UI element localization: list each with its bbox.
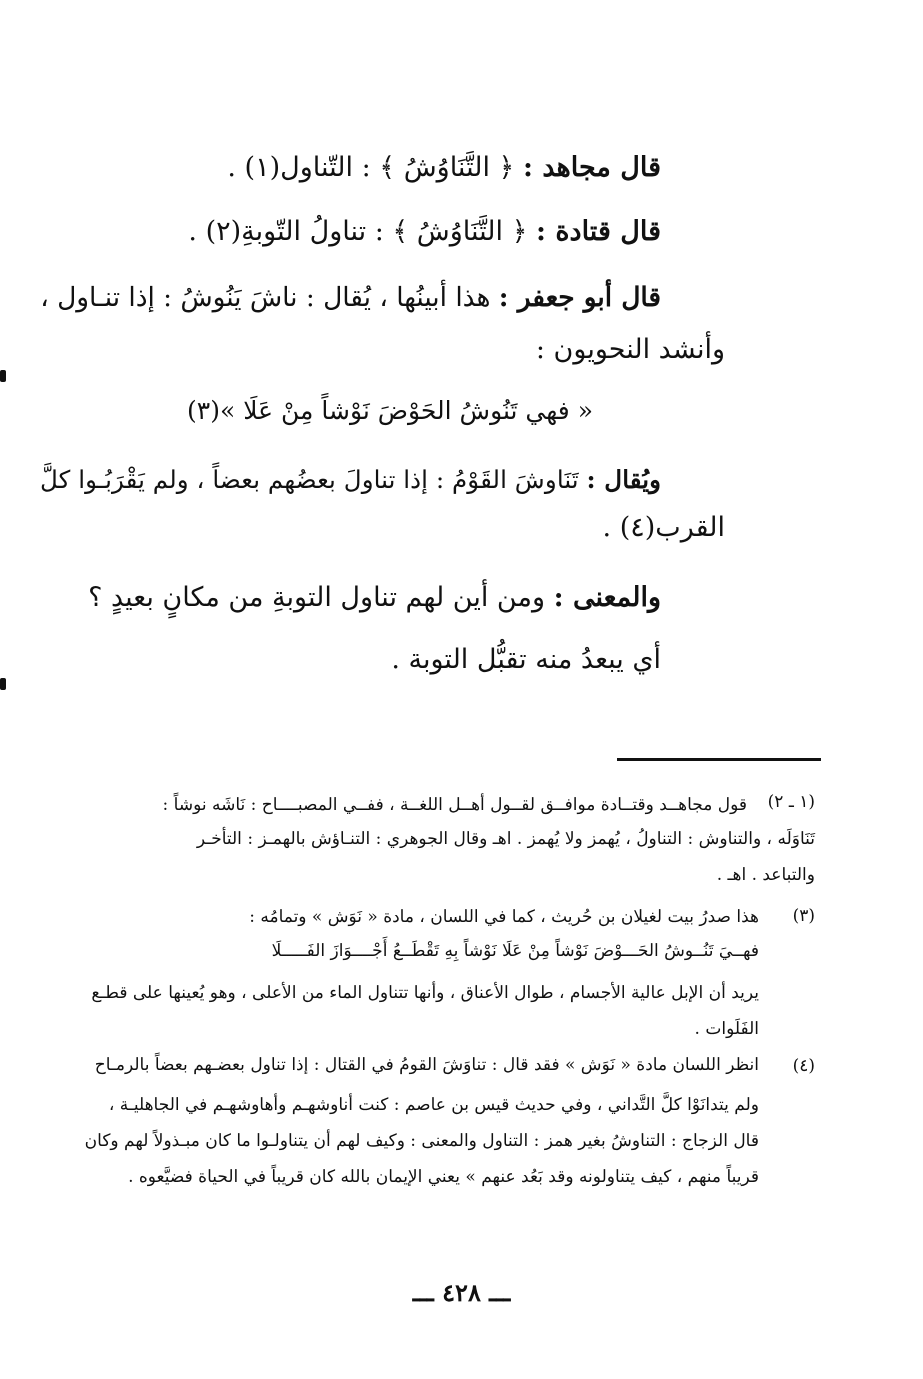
line-text: هذا أبينُها ، يُقال : ناشَ يَنُوشُ : إذا تنـاول ، <box>40 283 491 313</box>
footnote-4-line-3: قال الزجاج : التناوشُ بغير همز : التناول والمعنى : وكيف لهم أن يتناولـوا ما كان مبـذولاً لهم وكان <box>84 1131 759 1151</box>
speaker-label: قال مجاهد : <box>522 152 661 183</box>
scan-mark <box>0 678 6 690</box>
main-line-1 <box>227 148 661 188</box>
line-text: ﴿ التَّنَاوُشُ ﴾ : تناولُ التّوبةِ(٢) . <box>188 216 528 247</box>
main-line-7 <box>88 578 661 618</box>
main-line-5 <box>39 460 661 500</box>
line-text: تَنَاوشَ القَوْمُ : إذا تناولَ بعضُهم بعضاً ، ولم يَقْرَبُـوا كلَّ <box>39 465 579 494</box>
footnote-4-line-4: قريباً منهم ، كيف يتناولونه وقد بَعُد عنهم » يعني الإيمان بالله كان قريباً في الحياة فضيَّعوه . <box>128 1167 759 1187</box>
footnote-number-3: (٣) <box>792 906 815 926</box>
line-text: ﴿ التَّنَاوُشُ ﴾ : التّناول(١) . <box>227 152 515 183</box>
footnote-number-4: (٤) <box>792 1056 815 1076</box>
footnote-3-line-1: هذا صدرُ بيت لغيلان بن حُريث ، كما في اللسان ، مادة « نَوَش » وتمامُه : <box>249 907 759 927</box>
footnote-1-2-line-1: قول مجاهــد وقتــادة موافــق لقــول أهــل اللغــة ، ففــي المصبــــاح : نَاشَه نوشاً : <box>162 795 747 815</box>
footnote-4-line-1: انظر اللسان مادة « نَوَش » فقد قال : تناوَشَ القومُ في القتال : إذا تناول بعضـهم بعضاً بالرمـاح <box>94 1055 759 1075</box>
footnote-1-2-line-2: تَنَاوَلَه ، والتناوش : التناولُ ، يُهمز ولا يُهمز . اهـ وقال الجوهري : التنـاؤش بالهمـز : التأخـر <box>196 829 815 849</box>
main-line-3 <box>40 278 661 318</box>
footnote-3-line-4: الفَلَوات . <box>694 1019 759 1039</box>
speaker-label: والمعنى : <box>553 582 661 613</box>
footnote-3-verse: فهــيَ تَنُــوشُ الحَـــوْضَ نَوْشاً مِنْ عَلَا نَوْشاً بِهِ تَقْطَــعُ أَجْــــوَازَ الفَـــــلَا <box>271 941 759 961</box>
footnote-number-1-2: (١ ـ ٢) <box>767 792 815 812</box>
main-line-6: القرب(٤) . <box>602 512 725 543</box>
footnote-separator <box>617 758 821 761</box>
page-number: ـــ ٤٢٨ ـــ <box>412 1278 511 1307</box>
main-line-2 <box>188 212 661 252</box>
line-text: ومن أين لهم تناول التوبةِ من مكانٍ بعيدٍ ؟ <box>88 582 545 613</box>
speaker-label: قال أبو جعفر : <box>498 282 661 313</box>
main-line-4: وأنشد النحويون : <box>535 334 725 365</box>
main-line-8: أي يبعدُ منه تقبُّل التوبة . <box>391 644 661 675</box>
footnote-1-2-line-3: والتباعد . اهـ . <box>716 865 815 885</box>
speaker-label: ويُقال : <box>586 465 661 494</box>
footnote-3-line-3: يريد أن الإبل عالية الأجسام ، طوال الأعناق ، وأنها تتناول الماء من الأعلى ، وهو يُعينها على قطـع <box>91 983 759 1003</box>
verse-line: « فهي تَنُوشُ الحَوْضَ نَوْشاً مِنْ عَلَا »(٣) <box>187 396 593 425</box>
speaker-label: قال قتادة : <box>536 216 661 247</box>
footnote-4-line-2: ولم يتدانَوْا كلَّ التَّداني ، وفي حديث قيس بن عاصم : كنت أناوشهـم وأهاوشهـم في الجاهليـة ، <box>108 1095 759 1115</box>
scan-mark <box>0 370 6 382</box>
